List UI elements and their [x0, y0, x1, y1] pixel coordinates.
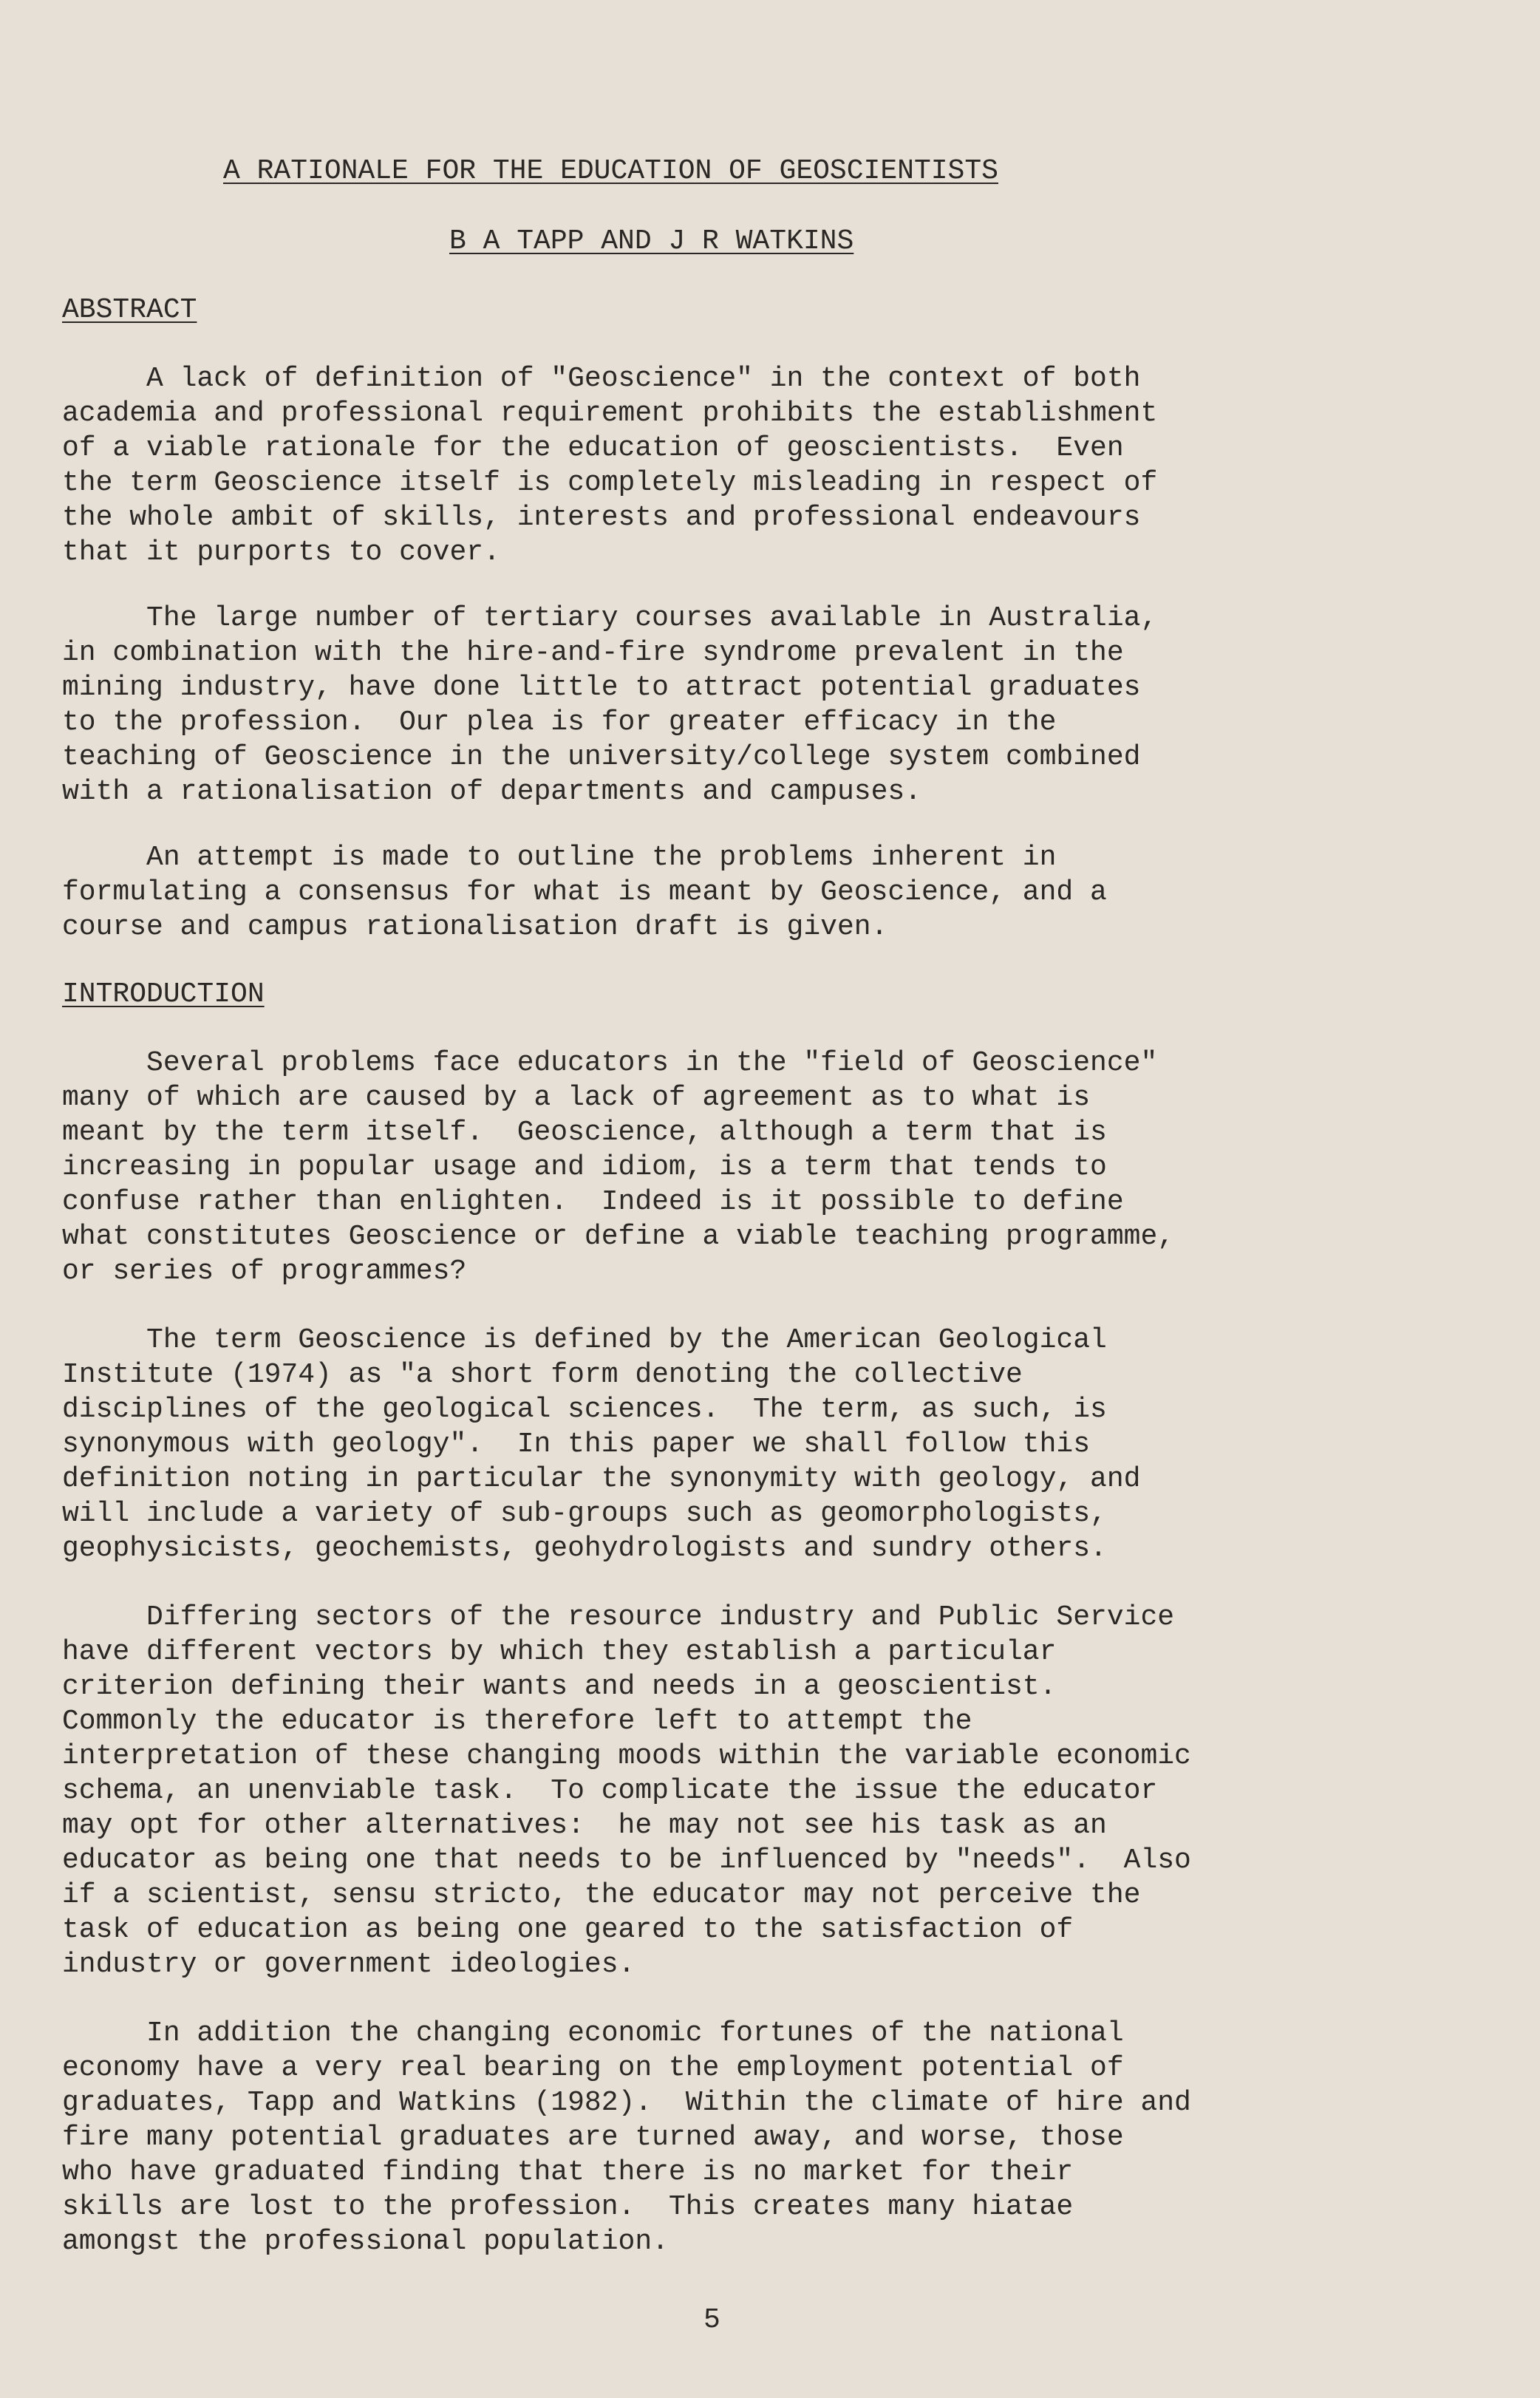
text-line: or series of programmes? — [62, 1256, 467, 1287]
text-line: meant by the term itself. Geoscience, although a term that is — [62, 1117, 1107, 1148]
text-line: geophysicists, geochemists, geohydrologists and sundry others. — [62, 1533, 1107, 1564]
text-line: Several problems face educators in the "field of Geoscience" — [62, 1047, 1158, 1079]
text-line: if a scientist, sensu stricto, the educator may not perceive the — [62, 1879, 1141, 1911]
text-line: The large number of tertiary courses available in Australia, — [62, 602, 1158, 634]
introduction-paragraph-4 — [62, 2016, 1191, 2259]
abstract-paragraph-2 — [62, 601, 1157, 809]
text-line: graduates, Tapp and Watkins (1982). Within the climate of hire and — [62, 2087, 1191, 2119]
text-line: course and campus rationalisation draft is given. — [62, 911, 888, 943]
text-line: An attempt is made to outline the problems inherent in — [62, 842, 1057, 873]
abstract-heading: ABSTRACT — [62, 294, 197, 326]
text-line: In addition the changing economic fortunes of the national — [62, 2017, 1124, 2049]
text-line: confuse rather than enlighten. Indeed is it possible to define — [62, 1186, 1124, 1218]
text-line: in combination with the hire-and-fire syndrome prevalent in the — [62, 637, 1124, 669]
page-number: 5 — [703, 2304, 720, 2336]
paper-authors: B A TAPP AND J R WATKINS — [449, 225, 854, 257]
abstract-paragraph-1 — [62, 361, 1157, 570]
text-line: to the profession. Our plea is for greater efficacy in the — [62, 706, 1057, 738]
text-line: what constitutes Geoscience or define a viable teaching programme, — [62, 1221, 1175, 1253]
text-line: definition noting in particular the synonymity with geology, and — [62, 1463, 1141, 1495]
text-line: disciplines of the geological sciences. The term, as such, is — [62, 1394, 1107, 1425]
text-line: academia and professional requirement prohibits the establishment — [62, 398, 1158, 429]
introduction-paragraph-3 — [62, 1600, 1191, 1982]
text-line: that it purports to cover. — [62, 537, 500, 568]
text-line: task of education as being one geared to the satisfaction of — [62, 1914, 1074, 1946]
text-line: the term Geoscience itself is completely misleading in respect of — [62, 467, 1158, 499]
text-line: many of which are caused by a lack of agreement as to what is — [62, 1082, 1091, 1114]
abstract-paragraph-3 — [62, 840, 1107, 944]
text-line: industry or government ideologies. — [62, 1949, 636, 1980]
text-line: criterion defining their wants and needs in a geoscientist. — [62, 1671, 1057, 1703]
paper-title: A RATIONALE FOR THE EDUCATION OF GEOSCIENTISTS — [223, 155, 998, 187]
text-line: the whole ambit of skills, interests and professional endeavours — [62, 502, 1141, 534]
introduction-paragraph-1 — [62, 1046, 1174, 1289]
text-line: may opt for other alternatives: he may not see his task as an — [62, 1810, 1107, 1842]
text-line: teaching of Geoscience in the university/college system combined — [62, 741, 1141, 773]
text-line: mining industry, have done little to attract potential graduates — [62, 672, 1141, 704]
text-line: who have graduated finding that there is no market for their — [62, 2156, 1074, 2188]
text-line: interpretation of these changing moods within the variable economic — [62, 1740, 1191, 1772]
text-line: schema, an unenviable task. To complicate the issue the educator — [62, 1775, 1158, 1807]
text-line: fire many potential graduates are turned away, and worse, those — [62, 2122, 1124, 2153]
text-line: increasing in popular usage and idiom, is a term that tends to — [62, 1151, 1107, 1183]
text-line: Commonly the educator is therefore left to attempt the — [62, 1706, 972, 1737]
text-line: Institute (1974) as "a short form denoting the collective — [62, 1359, 1023, 1391]
text-line: with a rationalisation of departments and campuses. — [62, 776, 921, 808]
text-line: formulating a consensus for what is meant by Geoscience, and a — [62, 876, 1107, 908]
text-line: will include a variety of sub-groups such as geomorphologists, — [62, 1498, 1107, 1530]
text-line: skills are lost to the profession. This creates many hiatae — [62, 2191, 1074, 2223]
text-line: economy have a very real bearing on the employment potential of — [62, 2052, 1124, 2084]
introduction-paragraph-2 — [62, 1323, 1140, 1566]
text-line: educator as being one that needs to be influenced by "needs". Also — [62, 1845, 1191, 1876]
introduction-heading: INTRODUCTION — [62, 978, 265, 1010]
text-line: of a viable rationale for the education of geoscientists. Even — [62, 432, 1124, 464]
text-line: synonymous with geology". In this paper we shall follow this — [62, 1428, 1091, 1460]
text-line: have different vectors by which they establish a particular — [62, 1636, 1057, 1668]
text-line: The term Geoscience is defined by the American Geological — [62, 1324, 1107, 1356]
text-line: A lack of definition of "Geoscience" in the context of both — [62, 363, 1141, 395]
text-line: amongst the professional population. — [62, 2226, 669, 2258]
text-line: Differing sectors of the resource industry and Public Service — [62, 1601, 1175, 1633]
